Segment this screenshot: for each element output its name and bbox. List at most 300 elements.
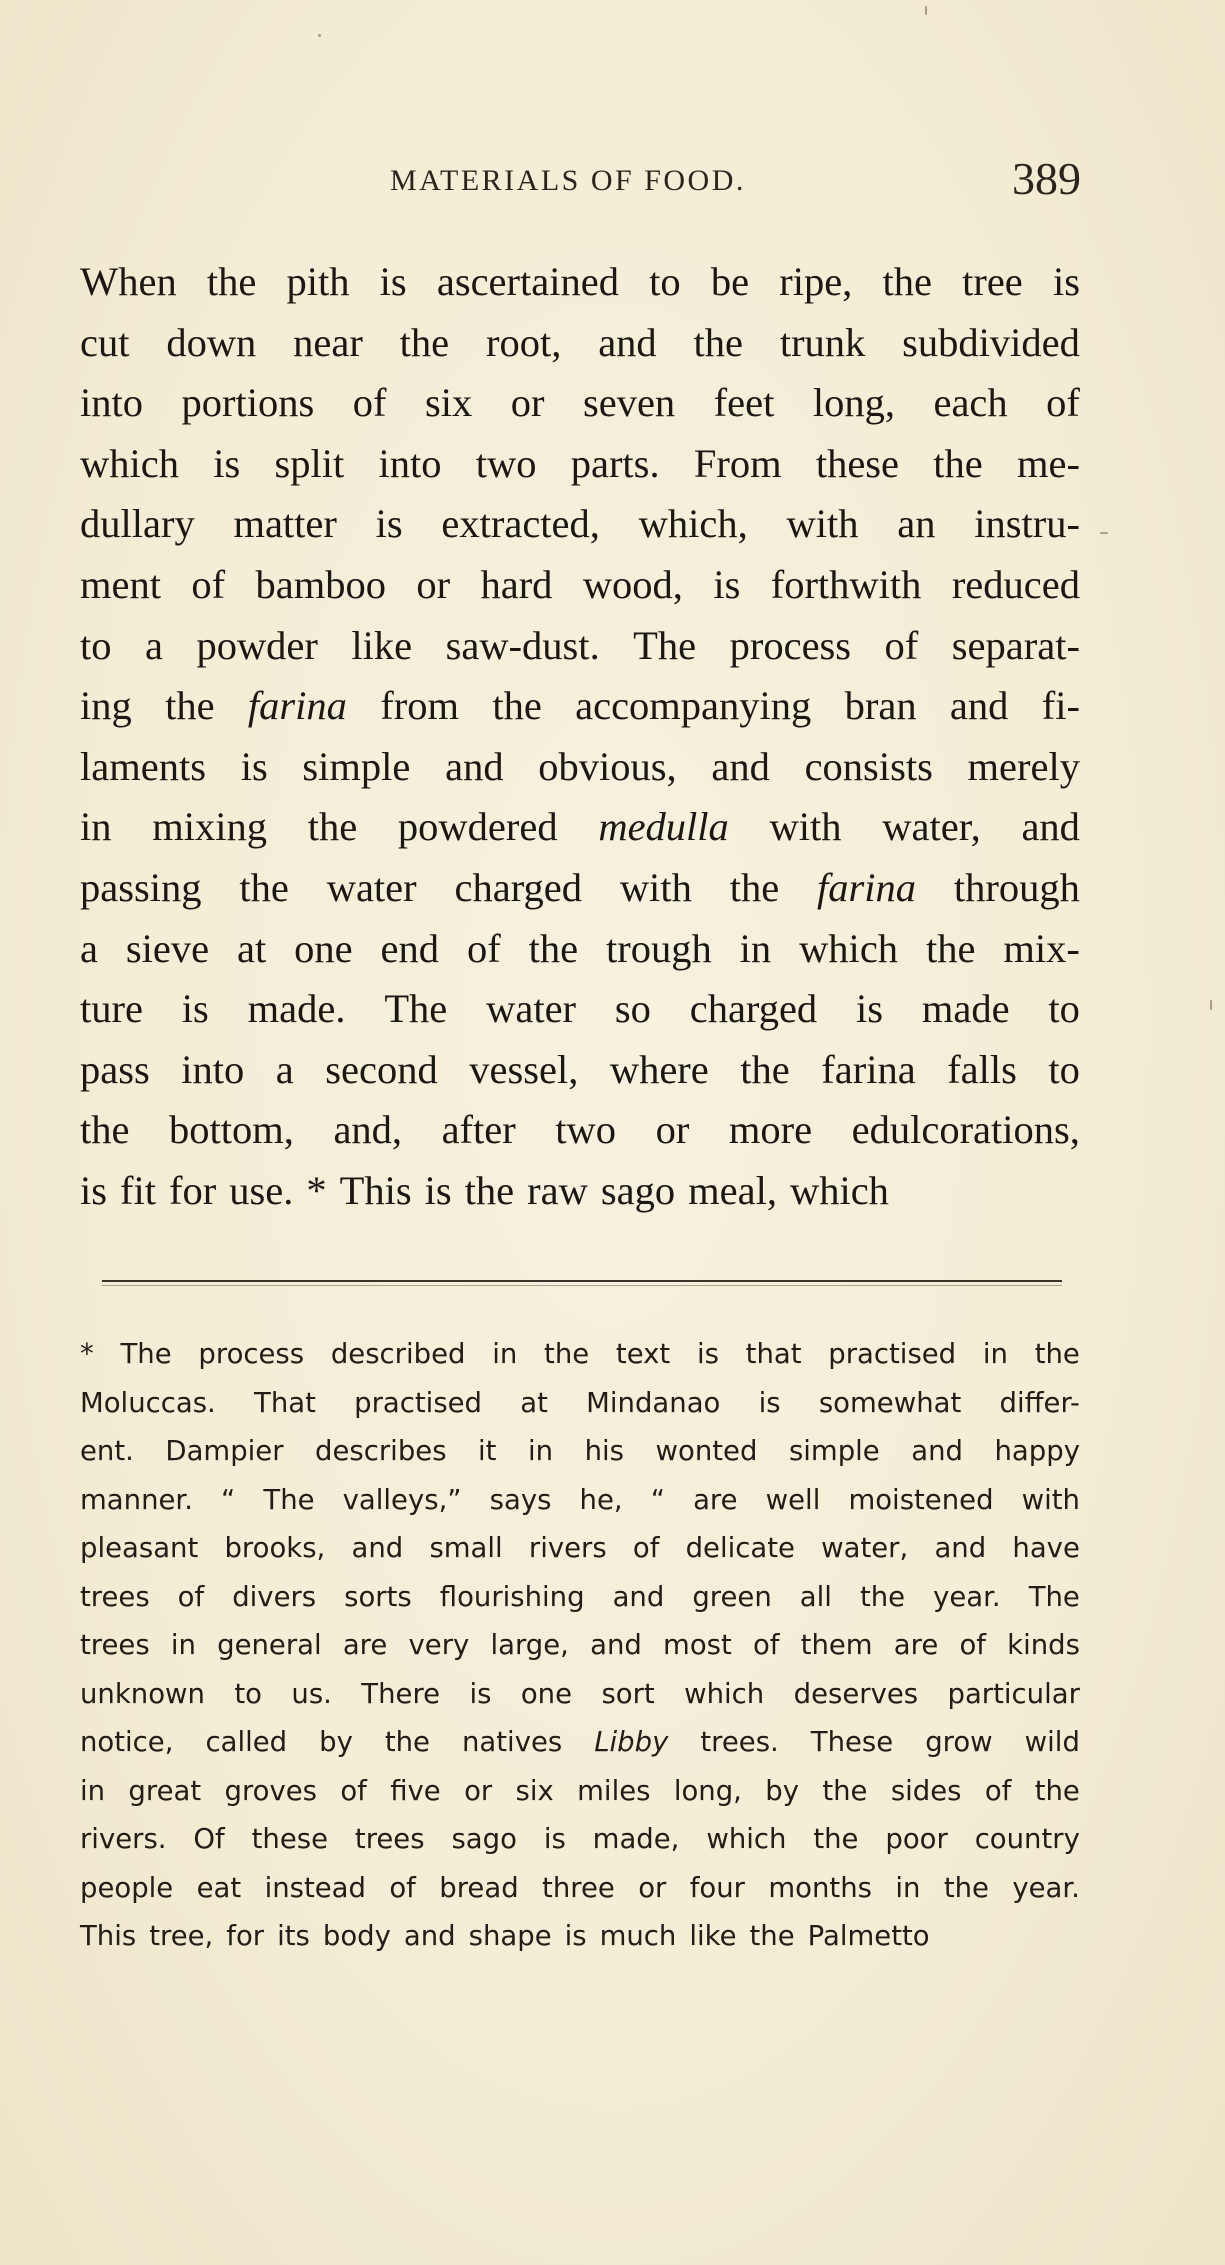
word: of	[340, 1774, 367, 1807]
word: describes	[315, 1435, 447, 1467]
word: is	[379, 259, 407, 304]
word: That	[254, 1386, 316, 1419]
word: his	[584, 1435, 624, 1467]
word: trees.	[700, 1726, 779, 1758]
word: made,	[592, 1823, 680, 1855]
word: into	[80, 380, 144, 426]
word: There	[361, 1677, 441, 1710]
word: split	[274, 440, 345, 486]
word: notice,	[80, 1726, 174, 1758]
word: by	[765, 1774, 799, 1807]
word: the	[307, 804, 358, 850]
word: end	[380, 925, 440, 971]
word: he,	[579, 1483, 623, 1516]
word: shape	[468, 1920, 552, 1952]
word: is	[469, 1677, 492, 1710]
word: charged	[454, 864, 582, 910]
word: brooks,	[224, 1532, 326, 1564]
word: that	[745, 1338, 802, 1370]
word: its	[277, 1920, 310, 1952]
word: poor	[885, 1823, 948, 1855]
word: ent.	[80, 1435, 134, 1467]
word: year.	[1012, 1871, 1080, 1904]
word: long,	[812, 380, 895, 426]
word: in	[492, 1338, 518, 1370]
word: be	[710, 259, 750, 304]
footnote-line	[80, 1815, 1080, 1864]
word: seven	[582, 380, 676, 426]
word: each	[933, 380, 1008, 426]
word: are	[893, 1629, 939, 1661]
word: most	[663, 1629, 732, 1661]
word: the	[749, 1920, 795, 1952]
text-line	[80, 434, 1080, 495]
word: four	[689, 1871, 745, 1904]
word: trees	[80, 1629, 150, 1661]
word: particular	[947, 1677, 1080, 1710]
word: water	[486, 986, 577, 1032]
word: sago	[600, 1167, 676, 1213]
footnote-line	[80, 1912, 1080, 1961]
text-line	[80, 373, 1080, 434]
word: ment	[80, 561, 161, 607]
word: tree	[962, 259, 1023, 304]
word: the	[822, 1774, 868, 1807]
word: of	[752, 1629, 780, 1661]
text-line	[80, 1100, 1080, 1161]
word: to	[1048, 986, 1080, 1032]
word: year.	[933, 1580, 1001, 1613]
word: This	[339, 1167, 412, 1213]
word: these	[251, 1823, 329, 1855]
word: general	[217, 1629, 322, 1661]
word: the	[464, 1167, 515, 1213]
word: water,	[821, 1532, 909, 1564]
text-line	[80, 676, 1080, 737]
word: called	[205, 1726, 288, 1758]
word: differ-	[999, 1386, 1080, 1419]
word: sago	[451, 1823, 517, 1855]
main-text	[80, 252, 1080, 1222]
word: for	[169, 1167, 217, 1213]
word: the	[740, 1046, 790, 1092]
word: of	[984, 1774, 1012, 1807]
word: is	[1052, 259, 1080, 304]
word: eat	[196, 1871, 242, 1904]
word: powdered	[397, 804, 558, 850]
word: the	[729, 864, 780, 910]
text-line	[80, 919, 1080, 980]
word: The	[384, 986, 448, 1032]
footnote-line	[80, 1476, 1080, 1525]
word: feet	[713, 380, 775, 426]
word: of	[389, 1871, 416, 1904]
word: matter	[233, 501, 337, 547]
word: instead	[264, 1871, 366, 1904]
word: six	[515, 1774, 554, 1807]
word: the	[813, 1823, 859, 1855]
text-line	[80, 979, 1080, 1040]
footnote-line	[80, 1864, 1080, 1913]
word: or	[655, 1107, 690, 1153]
word: unknown	[80, 1677, 205, 1710]
word: to	[234, 1677, 262, 1710]
word: simple	[788, 1435, 880, 1467]
word: bread	[439, 1871, 519, 1904]
word: or	[416, 561, 451, 607]
word: which	[80, 440, 179, 486]
word: much	[599, 1920, 677, 1952]
word: in	[982, 1338, 1008, 1370]
word: farina	[817, 864, 917, 910]
word: the	[943, 1871, 989, 1904]
word: Libby	[594, 1726, 669, 1758]
word: natives	[461, 1726, 563, 1758]
word: trees	[80, 1580, 150, 1613]
word: or	[638, 1871, 667, 1904]
word: the	[399, 319, 450, 365]
word: through	[953, 864, 1080, 910]
word: fit	[120, 1167, 157, 1213]
footnote	[80, 1330, 1080, 1961]
word: in	[739, 925, 772, 971]
word: down	[166, 319, 257, 365]
word: and	[711, 743, 770, 789]
word: somewhat	[818, 1386, 962, 1419]
word: cut	[80, 319, 130, 365]
word: and	[911, 1435, 963, 1467]
word: more	[728, 1107, 813, 1153]
word: says	[489, 1483, 552, 1516]
word: farina	[821, 1046, 916, 1092]
word: which	[706, 1823, 787, 1855]
word: which,	[638, 501, 748, 547]
word: pass	[80, 1046, 150, 1092]
word: the	[693, 319, 743, 365]
page-header	[0, 150, 1225, 210]
word: farina	[247, 683, 347, 729]
word: flourishing	[439, 1580, 585, 1613]
word: near	[293, 319, 363, 365]
word: for	[226, 1920, 265, 1952]
text-line	[80, 313, 1080, 374]
word: merely	[967, 743, 1080, 789]
word: practised	[354, 1386, 483, 1419]
text-line	[80, 737, 1080, 798]
word: of	[177, 1580, 205, 1613]
word: in	[80, 1774, 106, 1807]
word: which	[789, 1167, 889, 1213]
word: six	[424, 380, 473, 426]
word: country	[974, 1823, 1080, 1855]
word: us.	[291, 1677, 332, 1710]
word: sieve	[125, 925, 210, 971]
word: From	[693, 440, 782, 486]
word: happy	[994, 1435, 1080, 1467]
word: body	[322, 1920, 391, 1952]
word: These	[810, 1726, 894, 1758]
word: sorts	[344, 1580, 412, 1613]
word: simple	[302, 743, 411, 789]
word: which	[684, 1677, 765, 1710]
word: meal,	[688, 1167, 777, 1213]
footnote-line	[80, 1718, 1080, 1767]
word: is	[758, 1386, 781, 1419]
word: pith	[286, 259, 350, 304]
word: ascertained	[436, 259, 619, 304]
word: miles	[577, 1774, 651, 1807]
word: in	[80, 804, 112, 850]
word: small	[429, 1532, 503, 1564]
word: of	[1046, 380, 1080, 426]
word: of	[632, 1532, 660, 1564]
word: moistened	[848, 1483, 994, 1516]
word: the	[165, 683, 215, 729]
word: laments	[80, 743, 206, 789]
word: rivers.	[80, 1823, 167, 1855]
word: instru-	[974, 501, 1080, 547]
word: the	[882, 259, 932, 304]
word: ripe,	[779, 259, 853, 304]
word: trees	[354, 1823, 425, 1855]
word: forthwith	[770, 561, 922, 607]
word: tree,	[149, 1920, 214, 1952]
text-line	[80, 616, 1080, 677]
word: *	[80, 1338, 94, 1370]
footnote-line	[80, 1573, 1080, 1622]
word: the	[528, 925, 579, 971]
word: of	[466, 925, 501, 971]
word: and	[403, 1920, 456, 1952]
word: two	[475, 440, 537, 486]
word: of	[191, 561, 226, 607]
footnote-divider-shadow	[102, 1285, 1062, 1286]
word: The	[1028, 1580, 1080, 1613]
word: fi-	[1041, 683, 1080, 729]
word: grow	[925, 1726, 993, 1758]
word: ing	[80, 683, 132, 729]
text-line	[80, 1161, 1080, 1222]
word: the	[206, 259, 257, 304]
word: consists	[804, 743, 933, 789]
word: a	[144, 622, 163, 668]
word: is	[80, 1167, 108, 1213]
word: and	[934, 1532, 987, 1564]
word: with	[619, 864, 692, 910]
word: months	[768, 1871, 872, 1904]
word: The	[263, 1483, 315, 1516]
word: reduced	[951, 561, 1080, 607]
word: to	[80, 622, 112, 668]
word: Palmetto	[807, 1920, 930, 1952]
word: the	[1034, 1338, 1080, 1370]
word: water	[326, 864, 417, 910]
word: wild	[1024, 1726, 1080, 1758]
word: wood,	[582, 561, 683, 607]
word: well	[765, 1483, 821, 1516]
word: second	[325, 1046, 438, 1092]
word: text	[615, 1338, 671, 1370]
word: where	[609, 1046, 709, 1092]
word: at	[520, 1386, 548, 1419]
word: portions	[181, 380, 315, 426]
text-line	[80, 494, 1080, 555]
word: falls	[947, 1046, 1017, 1092]
word: wonted	[655, 1435, 758, 1467]
word: large,	[490, 1629, 569, 1661]
word: the	[933, 440, 983, 486]
word: dullary	[80, 501, 195, 547]
word: subdivided	[902, 319, 1080, 365]
word: with	[769, 804, 842, 850]
word: “	[221, 1483, 236, 1516]
word: of	[884, 622, 919, 668]
word: in	[528, 1435, 554, 1467]
word: or	[510, 380, 545, 426]
word: is	[213, 440, 241, 486]
word: or	[464, 1774, 493, 1807]
word: it	[478, 1435, 497, 1467]
word: and	[445, 743, 504, 789]
text-line	[80, 555, 1080, 616]
word: and	[612, 1580, 665, 1613]
word: obvious,	[538, 743, 677, 789]
word: root,	[485, 319, 562, 365]
paper-speck	[1210, 1000, 1212, 1010]
word: bottom,	[169, 1107, 294, 1153]
word: manner.	[80, 1483, 193, 1516]
word: are	[693, 1483, 738, 1516]
word: of	[959, 1629, 986, 1661]
word: extracted,	[441, 501, 600, 547]
word: When	[80, 259, 177, 304]
word: have	[1012, 1532, 1080, 1564]
word: an	[897, 501, 936, 547]
word: and	[351, 1532, 404, 1564]
word: a	[275, 1046, 294, 1092]
text-line	[80, 797, 1080, 858]
word: separat-	[951, 622, 1080, 668]
word: use.	[229, 1167, 294, 1213]
word: described	[330, 1338, 466, 1370]
word: in	[895, 1871, 921, 1904]
word: charged	[689, 986, 818, 1032]
word: like	[689, 1920, 737, 1952]
word: powder	[196, 622, 318, 668]
word: long,	[673, 1774, 742, 1807]
word: is	[856, 986, 884, 1032]
word: parts.	[570, 440, 660, 486]
word: made.	[247, 986, 346, 1032]
word: edulcorations,	[851, 1107, 1080, 1153]
word: one	[520, 1677, 573, 1710]
word: and	[590, 1629, 642, 1661]
word: of	[352, 380, 387, 426]
footnote-line	[80, 1427, 1080, 1476]
word: and	[598, 319, 657, 365]
word: the	[925, 925, 976, 971]
word: people	[80, 1871, 174, 1904]
word: into	[378, 440, 442, 486]
word: medulla	[598, 804, 729, 850]
word: process	[729, 622, 852, 668]
word: valleys,”	[342, 1483, 462, 1516]
footnote-line	[80, 1670, 1080, 1719]
word: “	[650, 1483, 665, 1516]
word: The	[120, 1338, 172, 1370]
word: so	[614, 986, 651, 1032]
footnote-line	[80, 1524, 1080, 1573]
word: divers	[232, 1580, 317, 1613]
word: sort	[601, 1677, 655, 1710]
word: which	[799, 925, 899, 971]
word: green	[692, 1580, 772, 1613]
running-head: MATERIALS OF FOOD.	[390, 164, 746, 197]
word: is	[424, 1167, 452, 1213]
word: is	[543, 1823, 566, 1855]
word: great	[128, 1774, 202, 1807]
word: Dampier	[165, 1435, 284, 1467]
word: and,	[333, 1107, 403, 1153]
word: is	[713, 561, 741, 607]
word: is	[181, 986, 209, 1032]
word: them	[800, 1629, 873, 1661]
word: The	[633, 622, 697, 668]
word: trunk	[779, 319, 866, 365]
word: with	[1021, 1483, 1080, 1516]
word: the	[384, 1726, 430, 1758]
word: to	[649, 259, 681, 304]
word: practised	[828, 1338, 957, 1370]
word: very	[408, 1629, 470, 1661]
word: the	[544, 1338, 590, 1370]
word: made	[921, 986, 1010, 1032]
word: to	[1048, 1046, 1080, 1092]
word: the	[1034, 1774, 1080, 1807]
word: by	[319, 1726, 353, 1758]
word: in	[170, 1629, 196, 1661]
word: accompanying	[575, 683, 812, 729]
footnote-line	[80, 1379, 1080, 1428]
word: *	[306, 1167, 327, 1213]
word: is	[240, 743, 268, 789]
word: mix-	[1003, 925, 1080, 971]
word: process	[198, 1338, 305, 1370]
word: at	[237, 925, 267, 971]
word: Of	[193, 1823, 225, 1855]
word: trough	[605, 925, 712, 971]
word: these	[815, 440, 900, 486]
word: kinds	[1007, 1629, 1080, 1661]
word: three	[542, 1871, 615, 1904]
word: the	[80, 1107, 130, 1153]
word: like	[351, 622, 413, 668]
page-number: 389	[1012, 153, 1081, 204]
word: deserves	[793, 1677, 919, 1710]
paper-speck	[318, 34, 321, 37]
word: all	[799, 1580, 832, 1613]
text-line	[80, 858, 1080, 919]
word: passing	[80, 864, 202, 910]
word: is	[375, 501, 403, 547]
paper-speck	[1100, 532, 1108, 534]
word: with	[786, 501, 859, 547]
word: and	[1021, 804, 1080, 850]
footnote-line	[80, 1767, 1080, 1816]
word: raw	[527, 1167, 588, 1213]
word: vessel,	[469, 1046, 579, 1092]
word: groves	[224, 1774, 317, 1807]
